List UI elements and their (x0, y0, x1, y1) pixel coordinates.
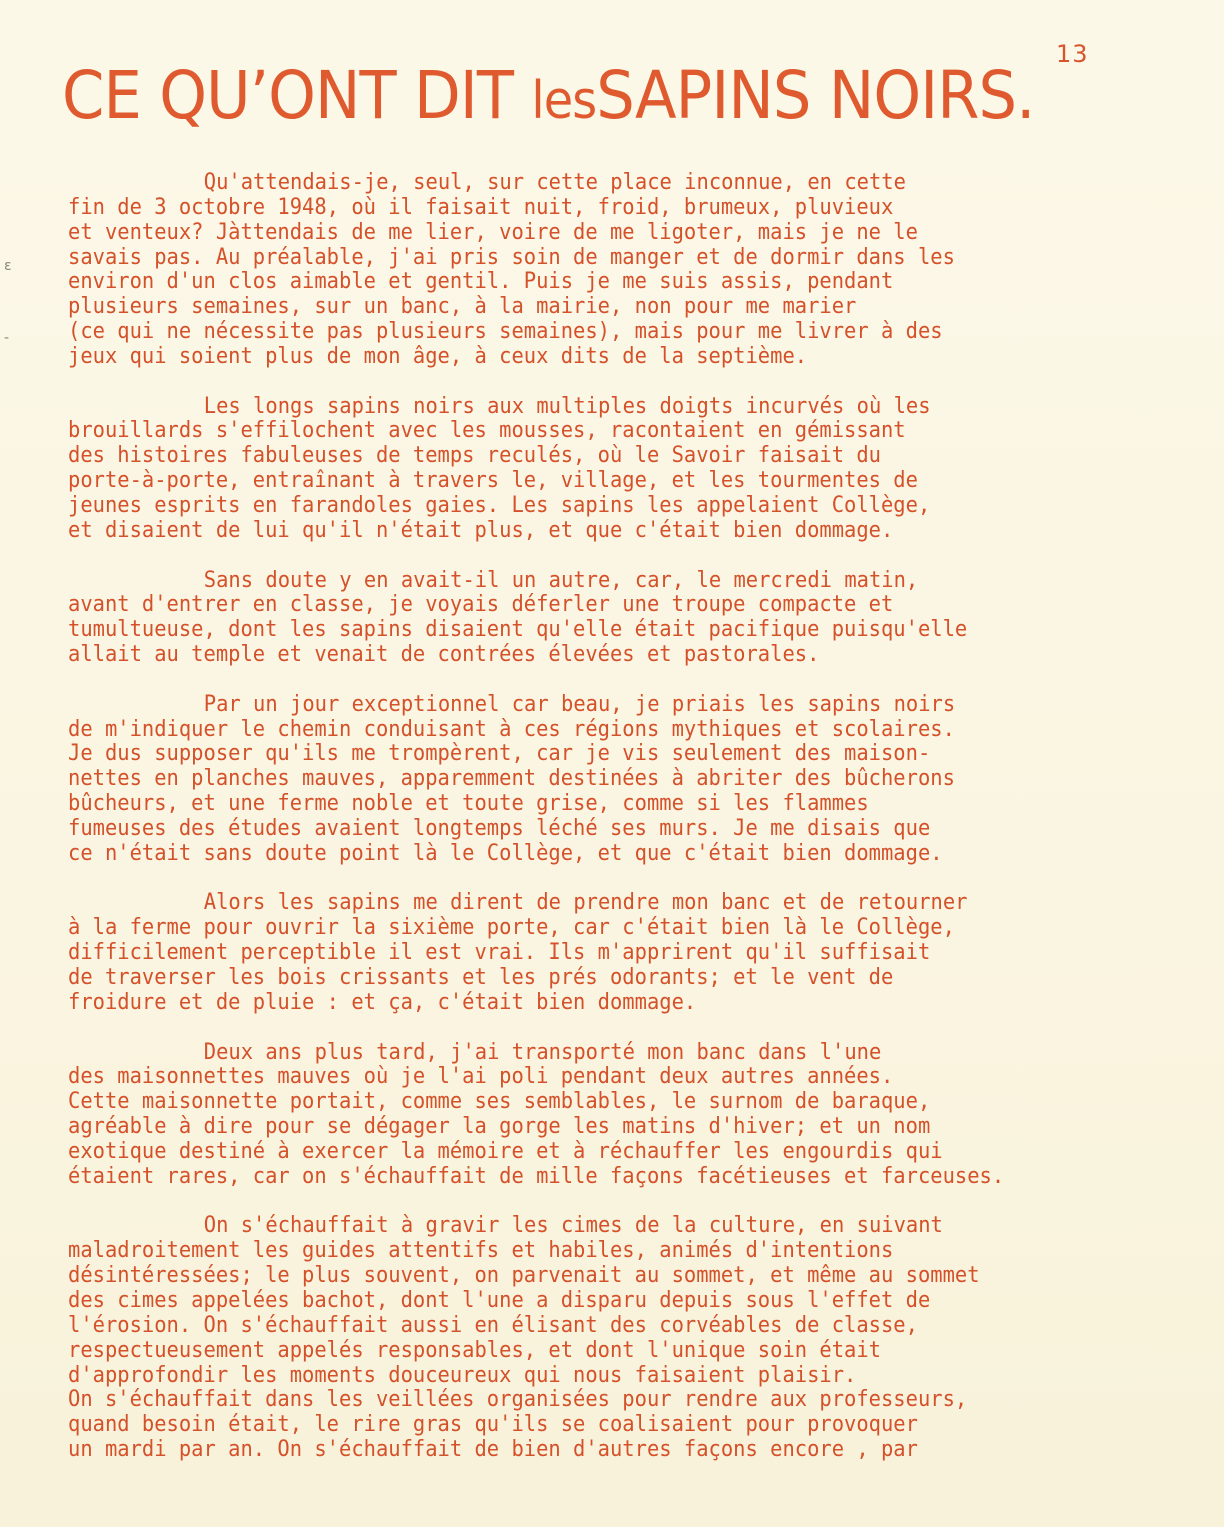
text-line (68, 792, 1004, 817)
text-line (68, 171, 1004, 196)
line-text: fumeuses des études avaient longtemps léché ses murs. Je me disais que (68, 815, 931, 841)
margin-mark: ɛ (4, 258, 12, 274)
text-line (68, 1364, 1004, 1389)
line-text: de traverser les bois crissants et les prés odorants; et le vent de (68, 965, 894, 990)
text-line (68, 891, 1004, 916)
text-line (68, 1289, 1004, 1314)
line-text: jeux qui soient plus de mon âge, à ceux dits de la septième. (68, 343, 808, 369)
margin-mark: - (4, 330, 10, 346)
line-text: un mardi par an. On s'échauffait de bien d'autres façons encore , par (68, 1437, 918, 1463)
text-line (68, 1115, 1004, 1140)
line-text: allait au temple et venait de contrées élevées et pastorales. (68, 642, 820, 668)
text-line (68, 767, 1004, 792)
text-line (68, 618, 1004, 643)
text-line (68, 469, 1004, 494)
line-text: Par un jour exceptionnel car beau, je priais les sapins noirs (203, 691, 956, 717)
line-text: d'approfondir les moments douceureux qui nous faisaient plaisir. (68, 1362, 857, 1388)
text-line (68, 1413, 1004, 1438)
title-part-3: SAPINS NOIRS. (596, 57, 1035, 134)
line-text: bûcheurs, et une ferme noble et toute grise, comme si les flammes (68, 791, 869, 817)
text-line (68, 693, 1004, 718)
line-text: l'érosion. On s'échauffait aussi en élisant des corvéables de classe, (68, 1312, 918, 1338)
line-text: Qu'attendais-je, seul, sur cette place inconnue, en cette (203, 170, 906, 195)
text-line (68, 1239, 1004, 1264)
text-line (68, 345, 1004, 370)
line-text: Les longs sapins noirs aux multiples doigts incurvés où les (203, 393, 931, 419)
line-text: et venteux? Jàttendais de me lier, voire de me ligoter, mais je ne le (68, 219, 918, 245)
line-text: Alors les sapins me dirent de prendre mon banc et de retourner (203, 890, 968, 916)
line-text: fin de 3 octobre 1948, où il faisait nuit, froid, brumeux, pluvieux (68, 194, 894, 220)
text-line (68, 817, 1004, 842)
page-number: 13 (1056, 40, 1089, 68)
text-line (68, 1090, 1004, 1115)
line-text: étaient rares, car on s'échauffait de mille façons facétieuses et farceuses. (68, 1163, 1005, 1189)
text-line (68, 196, 1004, 221)
text-line (68, 494, 1004, 519)
line-text: savais pas. Au préalable, j'ai pris soin de manger et de dormir dans les (68, 244, 955, 270)
paragraph (68, 693, 1004, 867)
line-text: à la ferme pour ouvrir la sixième porte, car c'était bien là le Collège, (68, 915, 955, 941)
line-text: désintéressées; le plus souvent, on parvenait au sommet, et même au sommet (68, 1263, 980, 1289)
line-text: porte-à-porte, entraînant à travers le, village, et les tourmentes de (68, 468, 918, 494)
text-line (68, 270, 1004, 295)
text-line (68, 1214, 1004, 1239)
title-part-1: CE QU’ONT DIT (62, 57, 532, 134)
line-text: On s'échauffait à gravir les cimes de la culture, en suivant (203, 1213, 943, 1239)
text-line (68, 842, 1004, 867)
line-text: et disaient de lui qu'il n'était plus, et que c'était bien dommage. (68, 517, 894, 543)
line-text: ce n'était sans doute point là le Collège, et que c'était bien dommage. (68, 840, 943, 866)
text-line (68, 966, 1004, 991)
text-line (68, 1264, 1004, 1289)
line-text: tumultueuse, dont les sapins disaient qu'elle était pacifique puisqu'elle (68, 617, 968, 643)
text-line (68, 643, 1004, 668)
text-line (68, 395, 1004, 420)
line-text: Deux ans plus tard, j'ai transporté mon banc dans l'une (203, 1039, 882, 1065)
line-text: de m'indiquer le chemin conduisant à ces régions mythiques et scolaires. (68, 716, 955, 742)
text-line (68, 320, 1004, 345)
text-line (68, 718, 1004, 743)
text-line (68, 941, 1004, 966)
text-line (68, 295, 1004, 320)
line-text: plusieurs semaines, sur un banc, à la mairie, non pour me marier (68, 294, 857, 320)
paragraph (68, 171, 1004, 370)
line-text: agréable à dire pour se dégager la gorge les matins d'hiver; et un nom (68, 1114, 931, 1140)
paragraph (68, 1214, 1004, 1462)
line-text: (ce qui ne nécessite pas plusieurs semaines), mais pour me livrer à des (68, 319, 943, 345)
line-text: quand besoin était, le rire gras qu'ils se coalisaient pour provoquer (68, 1412, 918, 1438)
text-line (68, 1165, 1004, 1190)
text-line (68, 1314, 1004, 1339)
paragraph (68, 569, 1004, 668)
line-text: Sans doute y en avait-il un autre, car, le mercredi matin, (203, 567, 919, 593)
paragraph (68, 1041, 1004, 1190)
line-text: Cette maisonnette portait, comme ses semblables, le surnom de baraque, (68, 1089, 931, 1115)
line-text: Je dus supposer qu'ils me trompèrent, car je vis seulement des maison- (68, 741, 931, 767)
text-line (68, 1339, 1004, 1364)
text-line (68, 569, 1004, 594)
line-text: froidure et de pluie : et ça, c'était bien dommage. (68, 989, 697, 1015)
text-line (68, 221, 1004, 246)
text-line (68, 1065, 1004, 1090)
line-text: avant d'entrer en classe, je voyais déferler une troupe compacte et (68, 592, 894, 618)
page-title (62, 56, 1074, 141)
text-line (68, 1438, 1004, 1463)
text-line (68, 916, 1004, 941)
line-text: difficilement perceptible il est vrai. Ils m'apprirent qu'il suffisait (68, 940, 931, 966)
line-text: exotique destiné à exercer la mémoire et à réchauffer les engourdis qui (68, 1138, 943, 1164)
line-text: nettes en planches mauves, apparemment destinées à abriter des bûcherons (68, 766, 955, 792)
text-line (68, 1041, 1004, 1066)
line-text: des cimes appelées bachot, dont l'une a disparu depuis sous l'effet de (68, 1287, 931, 1313)
title-part-2: les (531, 71, 597, 131)
line-text: des histoires fabuleuses de temps reculés, où le Savoir faisait du (68, 443, 881, 469)
article-body (68, 171, 1004, 1488)
text-line (68, 419, 1004, 444)
line-text: environ d'un clos aimable et gentil. Puis je me suis assis, pendant (68, 269, 894, 295)
line-text: On s'échauffait dans les veillées organisées pour rendre aux professeurs, (68, 1387, 968, 1413)
line-text: des maisonnettes mauves où je l'ai poli pendant deux autres années. (68, 1064, 894, 1090)
text-line (68, 1388, 1004, 1413)
text-line (68, 519, 1004, 544)
line-text: respectueusement appelés responsables, et dont l'unique soin était (68, 1337, 881, 1363)
line-text: jeunes esprits en farandoles gaies. Les sapins les appelaient Collège, (68, 492, 931, 518)
paragraph (68, 395, 1004, 544)
text-line (68, 1140, 1004, 1165)
paragraph (68, 891, 1004, 1015)
line-text: brouillards s'effilochent avec les mousses, racontaient en gémissant (68, 418, 906, 444)
text-line (68, 246, 1004, 271)
text-line (68, 742, 1004, 767)
text-line (68, 991, 1004, 1016)
text-line (68, 593, 1004, 618)
line-text: maladroitement les guides attentifs et habiles, animés d'intentions (68, 1238, 894, 1264)
text-line (68, 444, 1004, 469)
